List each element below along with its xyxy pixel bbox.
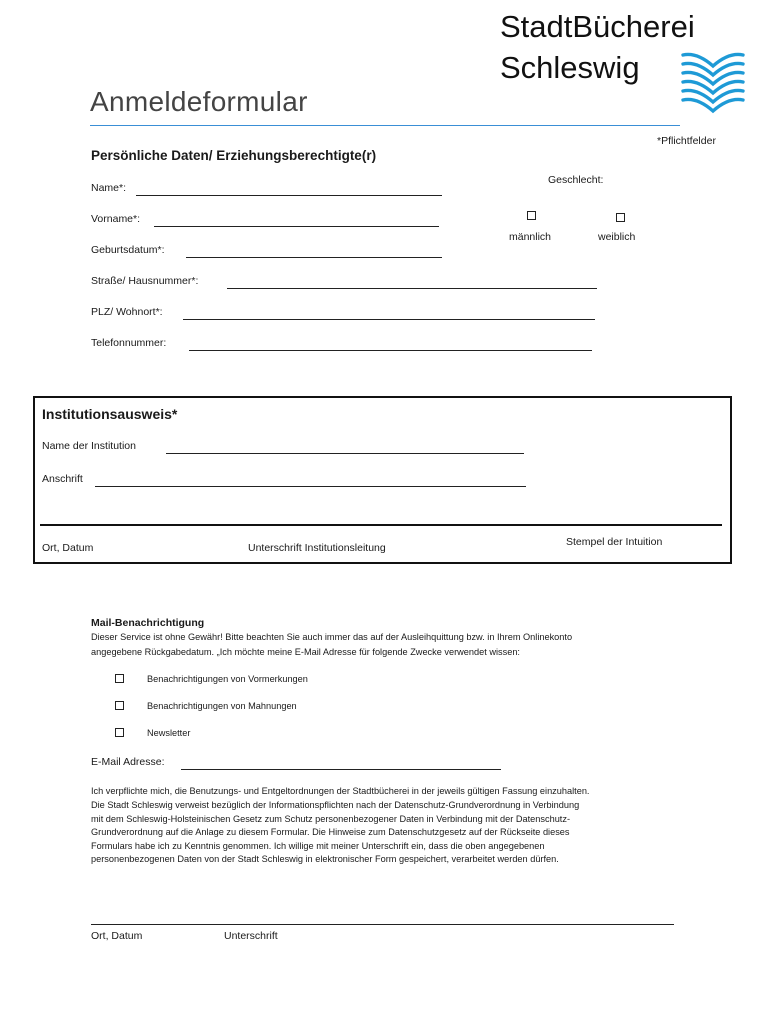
gender-male-label: männlich <box>509 231 552 243</box>
institution-name-label: Name der Institution <box>42 440 136 452</box>
plz-label: PLZ/ Wohnort*: <box>91 306 163 318</box>
logo-line-2: Schleswig <box>500 50 640 85</box>
title-rule <box>90 125 680 126</box>
footer-signature-line[interactable] <box>91 924 674 925</box>
mail-text-line-1: Dieser Service ist ohne Gewähr! Bitte beachten Sie auch immer das auf der Ausleihquittung bzw. in Ihrem Onlinekonto <box>91 632 573 642</box>
institution-heading: Institutionsausweis* <box>42 406 178 422</box>
institution-address-field[interactable] <box>95 469 526 487</box>
institution-signature-label: Unterschrift Institutionsleitung <box>248 542 386 554</box>
email-label: E-Mail Adresse: <box>91 756 165 768</box>
option-vormerkungen-checkbox[interactable] <box>115 674 124 683</box>
name-field[interactable] <box>136 178 442 196</box>
footer-place-date: Ort, Datum <box>91 930 143 942</box>
consent-line-2: Die Stadt Schleswig verweist bezüglich der Informationspflichten nach der Datenschutz-Grundverordnung in Verbindung <box>91 800 580 810</box>
consent-line-6: personenbezogenen Daten von der Stadt Schleswig in elektronischer Form gespeichert, verarbeitet werden dürfen. <box>91 854 559 864</box>
required-note: *Pflichtfelder <box>657 135 716 147</box>
book-pages-icon <box>680 50 746 116</box>
strasse-label: Straße/ Hausnummer*: <box>91 275 199 287</box>
institution-place-date: Ort, Datum <box>42 542 94 554</box>
telefon-label: Telefonnummer: <box>91 337 167 349</box>
gender-female-label: weiblich <box>598 231 636 243</box>
institution-address-label: Anschrift <box>42 473 83 485</box>
mail-text-line-2: angegebene Rückgabedatum. „Ich möchte meine E-Mail Adresse für folgende Zwecke verwendet wissen: <box>91 647 520 657</box>
geburtsdatum-field[interactable] <box>186 240 442 258</box>
consent-line-4: Grundverordnung auf die Anlage zu diesem Formular. Die Hinweise zum Datenschutzgesetz auf der Rückseite dieses <box>91 827 570 837</box>
consent-line-5: Formulars habe ich zu Kenntnis genommen. Ich willige mit meiner Unterschrift ein, dass die oben angegebenen <box>91 841 545 851</box>
name-label: Name*: <box>91 182 127 194</box>
strasse-field[interactable] <box>227 271 597 289</box>
option-mahnungen-label: Benachrichtigungen von Mahnungen <box>147 701 297 711</box>
gender-label: Geschlecht: <box>548 174 604 186</box>
page-title: Anmeldeformular <box>90 86 308 117</box>
gender-female-checkbox[interactable] <box>616 213 625 222</box>
gender-male-checkbox[interactable] <box>527 211 536 220</box>
geburtsdatum-label: Geburtsdatum*: <box>91 244 165 256</box>
personal-heading: Persönliche Daten/ Erziehungsberechtigte(r) <box>91 148 377 163</box>
institution-stamp-label: Stempel der Intuition <box>566 536 663 548</box>
consent-line-1: Ich verpflichte mich, die Benutzungs- und Entgeltordnungen der Stadtbücherei in der jeweils gültigen Fassung einzuhalten. <box>91 786 590 796</box>
vorname-label: Vorname*: <box>91 213 141 225</box>
vorname-field[interactable] <box>154 209 439 227</box>
option-mahnungen-checkbox[interactable] <box>115 701 124 710</box>
option-vormerkungen-label: Benachrichtigungen von Vormerkungen <box>147 674 308 684</box>
institution-signature-line <box>40 524 722 526</box>
footer-signature-label: Unterschrift <box>224 930 278 942</box>
plz-field[interactable] <box>183 302 595 320</box>
institution-name-field[interactable] <box>166 436 524 454</box>
consent-line-3: mit dem Schleswig-Holsteinischen Gesetz zum Schutz personenbezogener Daten in Verbindung mit der Datenschutz- <box>91 814 571 824</box>
option-newsletter-label: Newsletter <box>147 728 191 738</box>
logo-line-1: StadtBücherei <box>500 9 695 44</box>
telefon-field[interactable] <box>189 333 592 351</box>
email-field[interactable] <box>181 752 501 770</box>
mail-heading: Mail-Benachrichtigung <box>91 617 205 629</box>
option-newsletter-checkbox[interactable] <box>115 728 124 737</box>
